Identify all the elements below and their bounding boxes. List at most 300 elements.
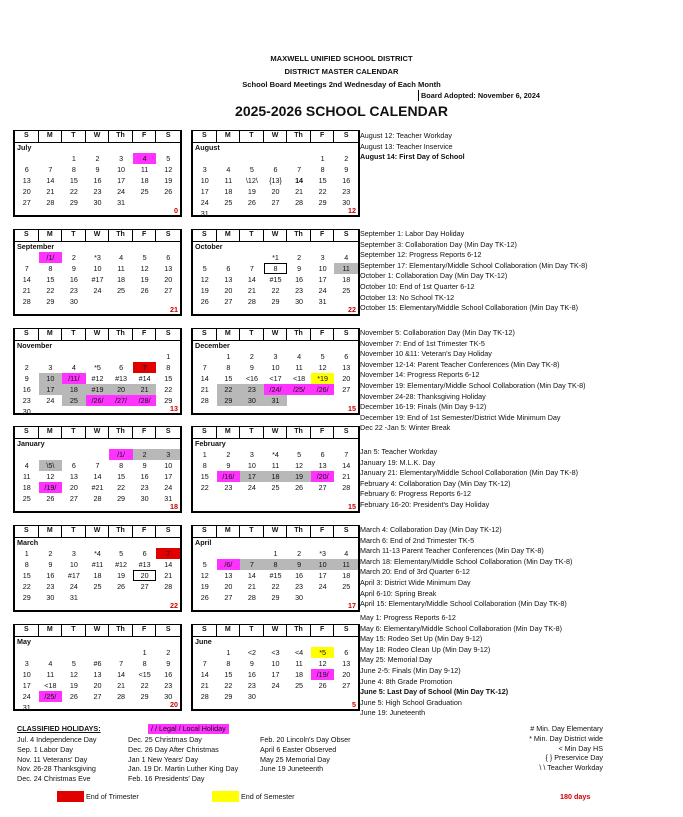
day-cell: 8 — [226, 659, 231, 668]
day-cell: 1 — [202, 450, 207, 459]
notes-block-1 — [360, 131, 465, 163]
holiday-item: Dec. 25 Christmas Day — [128, 735, 202, 744]
day-cell: 14 — [117, 670, 126, 679]
holidays-col-2 — [128, 735, 238, 784]
day-cell — [109, 603, 133, 614]
day-cell: 31 — [117, 198, 126, 207]
day-cell: 2 — [344, 154, 349, 163]
day-cell — [39, 603, 63, 614]
day-cell: 26 — [164, 187, 173, 196]
day-cell — [133, 406, 157, 417]
day-grid — [193, 153, 358, 219]
day-cell: 11 — [295, 659, 303, 668]
month-name: September — [17, 242, 55, 251]
day-cell — [62, 307, 86, 318]
day-cell — [133, 197, 157, 208]
day-cell: 22 — [46, 286, 55, 295]
note-line: November 14: Progress Reports 6-12 — [360, 370, 480, 380]
day-cell: 29 — [46, 297, 55, 306]
holiday-item: Dec. 24 Christmas Eve — [17, 774, 91, 784]
day-cell: /25/ — [287, 384, 311, 395]
day-cell: 10 — [271, 659, 280, 668]
weekday-header — [15, 625, 180, 637]
day-cell — [287, 395, 311, 406]
day-cell: 29 — [318, 198, 327, 207]
day-cell: 24 — [247, 483, 256, 492]
weekday-label: Th — [109, 526, 133, 537]
note-line: August 14: First Day of School — [360, 152, 465, 162]
note-line: November 7: End of 1st Trimester TK-5 — [360, 338, 485, 348]
day-cell: 26 — [247, 198, 256, 207]
day-cell: <15 — [138, 670, 151, 679]
day-cell: 19 — [164, 176, 173, 185]
day-cell: 14 — [200, 374, 209, 383]
day-cell: 22 — [224, 681, 233, 690]
day-cell: 25 — [22, 494, 31, 503]
note-line: November 19: Elementary/Middle School Collaboration (Min Day TK-8) — [360, 380, 586, 390]
weekday-label: M — [217, 230, 241, 241]
day-cell: 23 — [22, 396, 31, 405]
day-grid — [15, 647, 180, 713]
day-cell: 21 — [295, 187, 304, 196]
day-cell: *4 — [94, 549, 101, 558]
day-cell: 25 — [342, 286, 351, 295]
day-cell: 8 — [142, 659, 147, 668]
day-cell: 10 — [93, 264, 102, 273]
day-cell: 13 — [93, 670, 102, 679]
day-cell: 27 — [342, 385, 351, 394]
weekday-label: S — [193, 625, 217, 636]
day-cell: 28 — [117, 692, 126, 701]
day-cell: 23 — [295, 582, 304, 591]
month-name: May — [17, 637, 31, 646]
weekday-label: T — [240, 625, 264, 636]
day-cell: 13 — [164, 264, 173, 273]
day-cell: 4 — [24, 461, 29, 470]
day-cell: 27 — [224, 297, 233, 306]
note-line: September 1: Labor Day Holiday — [360, 229, 465, 238]
day-cell: 7 — [156, 548, 180, 559]
day-cell: 18 — [117, 275, 126, 284]
day-cell: 30 — [69, 297, 78, 306]
day-cell — [86, 449, 110, 460]
day-cell: 26 — [295, 483, 304, 492]
day-cell: 23 — [240, 384, 264, 395]
day-cell: 12 — [46, 472, 55, 481]
weekday-label: F — [133, 427, 157, 438]
weekday-header — [193, 131, 358, 143]
day-cell: 30 — [295, 297, 304, 306]
weekday-label: F — [311, 625, 335, 636]
day-cell: 29 — [69, 198, 78, 207]
day-cell: 31 — [200, 209, 209, 218]
school-day-count: 13 — [170, 404, 178, 413]
day-cell: 22 — [140, 681, 149, 690]
weekday-label: S — [193, 526, 217, 537]
day-cell: 25 — [224, 198, 233, 207]
weekday-label: Th — [109, 329, 133, 340]
day-cell: #12 — [115, 560, 128, 569]
weekday-header — [15, 131, 180, 143]
day-cell: 24 — [271, 681, 280, 690]
day-cell: 10 — [318, 264, 327, 273]
day-cell: 21 — [22, 286, 31, 295]
day-cell: 11 — [117, 264, 125, 273]
day-cell — [133, 592, 157, 603]
day-cell: 29 — [117, 494, 126, 503]
day-cell: 26 — [200, 297, 209, 306]
weekday-label: W — [264, 427, 288, 438]
weekday-label: S — [343, 231, 349, 238]
day-cell: /19/ — [39, 482, 63, 493]
day-cell: 29 — [224, 692, 233, 701]
day-cell: 9 — [24, 374, 29, 383]
weekday-label: W — [264, 526, 288, 537]
weekday-label: S — [15, 131, 39, 142]
day-cell — [15, 307, 39, 318]
day-cell: 21 — [133, 384, 157, 395]
day-cell — [311, 592, 335, 603]
day-cell: 29 — [271, 593, 280, 602]
holiday-item: Jan 1 New Years' Day — [128, 754, 199, 764]
day-cell: 13 — [318, 461, 327, 470]
day-cell: *19 — [311, 373, 335, 384]
day-cell: 15 — [69, 176, 78, 185]
day-cell: 17 — [318, 275, 327, 284]
day-cell: 19 — [200, 286, 209, 295]
day-cell — [109, 208, 133, 219]
day-cell: *5 — [94, 363, 101, 372]
notes-block-3 — [360, 328, 586, 434]
day-grid — [15, 449, 180, 515]
day-cell: 28 — [164, 582, 173, 591]
day-cell: 9 — [297, 264, 302, 273]
day-cell: #17 — [91, 275, 104, 284]
day-cell: 23 — [46, 582, 55, 591]
day-cell: 7 — [95, 461, 100, 470]
day-cell: 1 — [71, 154, 76, 163]
day-cell: 29 — [164, 396, 173, 405]
day-cell: 15 — [164, 374, 173, 383]
day-cell — [264, 691, 288, 702]
month-march — [13, 525, 182, 612]
day-cell: 30 — [247, 692, 256, 701]
day-cell — [287, 208, 311, 219]
day-cell: *5 — [311, 647, 335, 658]
day-cell: 9 — [71, 264, 76, 273]
day-cell — [39, 406, 63, 417]
weekday-label: T — [62, 230, 86, 241]
day-cell: 11 — [295, 363, 303, 372]
note-line: March 6: End of 2nd Trimester TK-5 — [360, 535, 475, 545]
day-cell — [217, 504, 241, 515]
day-grid — [193, 252, 358, 318]
weekday-label: Th — [109, 427, 133, 438]
day-cell: 8 — [24, 560, 29, 569]
note-line: February 4: Collaboration Day (Min Day TK-12) — [360, 478, 511, 488]
weekday-label: S — [165, 231, 171, 238]
day-cell: 4 — [344, 549, 349, 558]
day-cell: 3 — [249, 450, 254, 459]
day-cell: 24 — [117, 187, 126, 196]
weekday-label: W — [264, 230, 288, 241]
note-line: November 10 &11: Veteran's Day Holiday — [360, 349, 492, 359]
day-cell: 9 — [344, 165, 349, 174]
day-cell — [240, 504, 264, 515]
day-cell: #17 — [67, 571, 80, 580]
day-cell: 7 — [240, 559, 264, 570]
weekday-label: M — [217, 427, 241, 438]
day-cell: 19 — [69, 681, 78, 690]
month-june — [191, 624, 360, 711]
day-cell — [193, 153, 217, 164]
day-cell — [133, 504, 157, 515]
weekday-label: W — [86, 427, 110, 438]
day-cell — [264, 307, 288, 318]
day-cell: \5\ — [39, 460, 63, 471]
day-cell: 24 — [318, 286, 327, 295]
day-cell: 25 — [342, 582, 351, 591]
day-cell: 22 — [69, 187, 78, 196]
day-cell: 6 — [71, 461, 76, 470]
day-cell — [217, 603, 241, 614]
day-cell: 4 — [133, 153, 157, 164]
day-cell: 18 — [140, 176, 149, 185]
note-line: April 3: District Wide Minimum Day — [360, 577, 471, 587]
day-cell: 1 — [273, 549, 278, 558]
day-cell: 20 — [342, 374, 351, 383]
weekday-label: S — [165, 626, 171, 633]
day-cell: 12 — [164, 165, 173, 174]
note-line: May 1: Progress Reports 6-12 — [360, 613, 456, 622]
day-cell — [39, 351, 63, 362]
day-cell — [287, 702, 311, 713]
day-cell: 21 — [117, 681, 126, 690]
day-cell: 23 — [140, 483, 149, 492]
day-cell: /24/ — [264, 384, 288, 395]
day-cell: 6 — [119, 363, 124, 372]
month-september — [13, 229, 182, 316]
day-cell: 16 — [295, 275, 304, 284]
note-line: September 12: Progress Reports 6-12 — [360, 250, 482, 260]
day-cell: 31 — [69, 593, 78, 602]
day-cell — [193, 406, 217, 417]
day-cell: /11/ — [62, 373, 86, 384]
day-cell: 15 — [224, 374, 233, 383]
day-cell: 10 — [271, 363, 280, 372]
day-cell: 25 — [62, 395, 86, 406]
weekday-label: Th — [287, 329, 311, 340]
day-cell: 23 — [295, 286, 304, 295]
month-name: July — [17, 143, 32, 152]
day-cell: 27 — [22, 198, 31, 207]
weekday-label: S — [165, 330, 171, 337]
day-cell: {13} — [269, 176, 282, 185]
day-cell — [240, 208, 264, 219]
day-cell: 2 — [166, 648, 171, 657]
day-cell: 20 — [164, 275, 173, 284]
day-cell: <3 — [271, 648, 280, 657]
day-cell — [109, 296, 133, 307]
day-cell: 6 — [344, 352, 349, 361]
note-line: March 20: End of 3rd Quarter 6-12 — [360, 567, 470, 577]
day-cell — [264, 493, 288, 504]
day-cell: 9 — [249, 659, 254, 668]
end-trimester-label: End of Trimester — [86, 792, 139, 801]
day-cell: 20 — [22, 187, 31, 196]
weekday-label: T — [240, 526, 264, 537]
weekday-header — [15, 230, 180, 242]
day-cell: 22 — [117, 483, 126, 492]
weekday-header — [193, 329, 358, 341]
note-line: September 3: Collaboration Day (Min Day TK-12) — [360, 239, 517, 249]
day-cell: 3 — [71, 549, 76, 558]
day-cell: 31 — [318, 297, 327, 306]
day-cell: 26 — [46, 494, 55, 503]
day-cell — [193, 702, 217, 713]
day-cell: 10 — [69, 560, 78, 569]
day-cell — [217, 548, 241, 559]
day-cell: *4 — [272, 450, 279, 459]
note-line: June 5: High School Graduation — [360, 697, 462, 707]
day-cell: 18 — [295, 670, 304, 679]
day-cell: 14 — [164, 560, 173, 569]
day-cell: 15 — [46, 275, 55, 284]
holiday-item: Nov. 26-28 Thanksgiving — [17, 764, 96, 774]
day-cell: #12 — [91, 374, 104, 383]
day-cell — [264, 406, 288, 417]
weekday-label: S — [165, 132, 171, 139]
day-cell: 14 — [93, 472, 102, 481]
day-cell: 5 — [119, 549, 124, 558]
day-cell: 13 — [342, 363, 351, 372]
day-cell — [193, 548, 217, 559]
day-cell — [15, 351, 39, 362]
note-line: October 13: No School TK-12 — [360, 292, 455, 302]
day-cell — [193, 504, 217, 515]
day-cell: 18 — [22, 483, 31, 492]
day-cell — [86, 647, 110, 658]
note-line: January 21: Elementary/Middle School Collaboration (Min Day TK-8) — [360, 468, 578, 478]
day-cell — [311, 208, 335, 219]
note-line: December 19: End of 1st Semester/District Wide Minimum Day — [360, 412, 561, 422]
day-cell — [240, 406, 264, 417]
holiday-item: Dec. 26 Day After Christmas — [128, 744, 219, 754]
day-cell: 12 — [200, 571, 209, 580]
day-cell: 25 — [271, 483, 280, 492]
day-cell — [287, 153, 311, 164]
day-cell: 7 — [344, 450, 349, 459]
day-cell: 16 — [22, 385, 31, 394]
day-cell: 22 — [271, 286, 280, 295]
month-name: February — [195, 439, 226, 448]
month-name: March — [17, 538, 39, 547]
month-february — [191, 426, 360, 513]
day-cell: 13 — [224, 275, 233, 284]
holidays-col-3 — [260, 735, 350, 774]
day-cell: 26 — [69, 692, 78, 701]
day-cell: 12 — [318, 659, 327, 668]
day-cell: 16 — [46, 571, 55, 580]
end-trimester-swatch — [57, 791, 84, 802]
day-cell — [15, 208, 39, 219]
school-day-count: 17 — [348, 601, 356, 610]
day-grid — [193, 449, 358, 515]
total-days: 180 days — [560, 792, 591, 801]
day-cell: 12 — [295, 461, 304, 470]
weekday-label: M — [39, 131, 63, 142]
weekday-label: M — [39, 526, 63, 537]
day-cell — [240, 252, 264, 263]
day-cell: 26 — [318, 681, 327, 690]
note-line: February 16-20: President's Day Holiday — [360, 499, 490, 509]
weekday-label: S — [193, 131, 217, 142]
day-cell — [240, 307, 264, 318]
day-cell — [39, 449, 63, 460]
day-cell: 20 — [224, 286, 233, 295]
weekday-label: W — [264, 329, 288, 340]
day-cell — [62, 504, 86, 515]
day-cell — [39, 647, 63, 658]
day-cell — [86, 406, 110, 417]
day-cell: 24 — [200, 198, 209, 207]
day-cell: 6 — [273, 165, 278, 174]
day-cell: 2 — [24, 363, 29, 372]
day-cell — [240, 493, 264, 504]
day-cell — [15, 647, 39, 658]
day-cell — [311, 603, 335, 614]
day-cell — [15, 504, 39, 515]
month-name: April — [195, 538, 212, 547]
day-cell: 10 — [39, 373, 63, 384]
day-cell — [240, 153, 264, 164]
holiday-item: June 19 Juneteenth — [260, 764, 324, 774]
day-cell: 5 — [249, 165, 254, 174]
weekday-label: W — [86, 131, 110, 142]
school-day-count: 0 — [174, 206, 178, 215]
school-day-count: 18 — [170, 502, 178, 511]
day-cell: 11 — [140, 165, 149, 174]
day-cell: 17 — [271, 670, 280, 679]
day-cell — [133, 296, 157, 307]
day-cell: #21 — [91, 483, 104, 492]
day-cell: /26/ — [311, 384, 335, 395]
weekday-header — [193, 625, 358, 637]
note-line: February 6: Progress Reports 6-12 — [360, 489, 472, 499]
day-cell: 8 — [226, 363, 231, 372]
day-cell: /1/ — [109, 449, 133, 460]
day-cell: /19/ — [311, 669, 335, 680]
day-cell — [311, 691, 335, 702]
day-cell: 27 — [318, 483, 327, 492]
weekday-label: W — [86, 230, 110, 241]
legal-holiday-legend: / / Legal / Local Holiday — [148, 724, 229, 734]
day-cell: 14 — [200, 670, 209, 679]
day-cell: 11 — [224, 176, 233, 185]
note-line: April 6-10: Spring Break — [360, 588, 437, 598]
day-cell — [62, 406, 86, 417]
day-cell: 28 — [200, 396, 209, 405]
weekday-label: T — [62, 329, 86, 340]
day-cell: 22 — [271, 582, 280, 591]
day-cell: 6 — [142, 549, 147, 558]
day-cell: 15 — [22, 571, 31, 580]
school-day-count: 21 — [170, 305, 178, 314]
weekday-header — [15, 329, 180, 341]
weekday-label: S — [343, 330, 349, 337]
day-cell: 23 — [247, 681, 256, 690]
note-line: March 4: Collaboration Day (Min Day TK-12) — [360, 525, 502, 534]
